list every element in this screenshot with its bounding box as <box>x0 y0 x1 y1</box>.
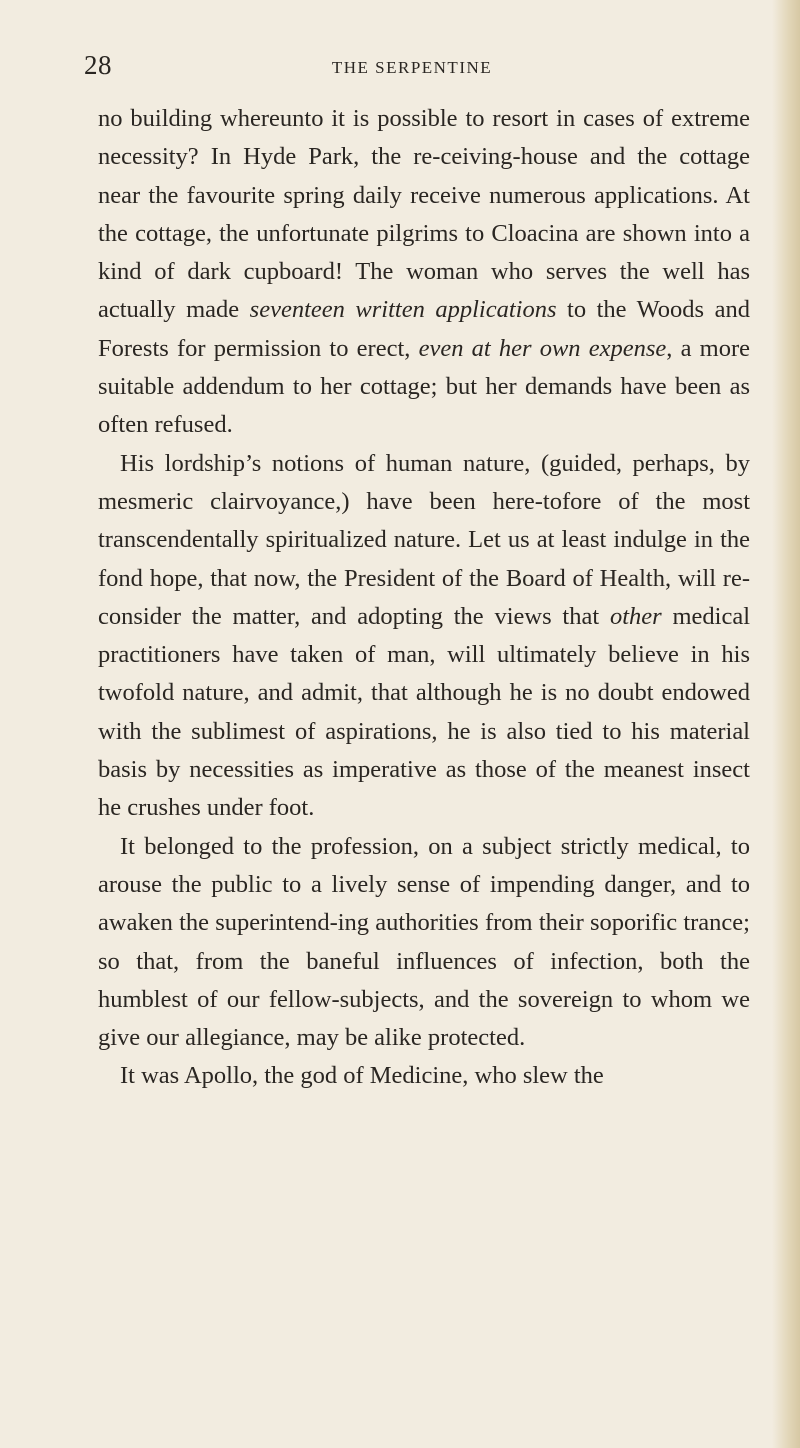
italic-segment: even at her own expense <box>418 334 667 362</box>
paragraph <box>98 828 750 1058</box>
italic-segment: seventeen written applications <box>249 296 557 324</box>
page-header <box>84 50 740 86</box>
page-edge-shadow <box>772 0 800 1448</box>
paragraph <box>98 100 750 445</box>
text-segment: It was Apollo, the god of Medicine, who slew the <box>120 1062 604 1090</box>
paragraph <box>98 1057 750 1095</box>
running-head: THE SERPENTINE <box>331 58 493 77</box>
text-segment: medical practitioners have taken of man, will ultimately believe in his twofold nature, and admit, that although he is no doubt endowed with the sublimest of aspirations, he is also tied to his material basis by necessities as imperative as those of the meanest insect he crushes under foot. <box>98 602 751 822</box>
paragraph <box>98 445 750 828</box>
text-segment: It belonged to the profession, on a subject strictly medical, to arouse the public to a lively sense of impending danger, and to awaken the superintend-ing authorities from their soporific trance; so that, from the baneful influences of infection, both the humblest of our fellow-subjects, and the sovereign to whom we give our allegiance, may be alike protected. <box>98 832 750 1052</box>
body-text <box>98 100 750 1096</box>
page-number: 28 <box>84 50 112 80</box>
text-segment: no building whereunto it is possible to resort in cases of extreme necessity? In Hyde Park, the re-ceiving-house and the cottage near the favourite spring daily receive numerous applications. At the cottage, the unfortunate pilgrims to Cloacina are shown into a kind of dark cupboard! The woman who serves the well has actually made <box>98 105 750 324</box>
italic-segment: other <box>609 602 662 630</box>
text-segment: His lordship’s notions of human nature, (guided, perhaps, by mesmeric clairvoyance,) have been here-tofore of the most transcendentally spiritualized nature. Let us at least indulge in the fond hope, that now, the President of the Board of Health, will re-consider the matter, and adopting the views that <box>98 449 750 630</box>
text-segment: to the Woods and Forests for permission to erect, <box>98 296 750 362</box>
text-segment: , a more suitable addendum to her cottage; but her demands have been as often refused. <box>98 334 750 439</box>
